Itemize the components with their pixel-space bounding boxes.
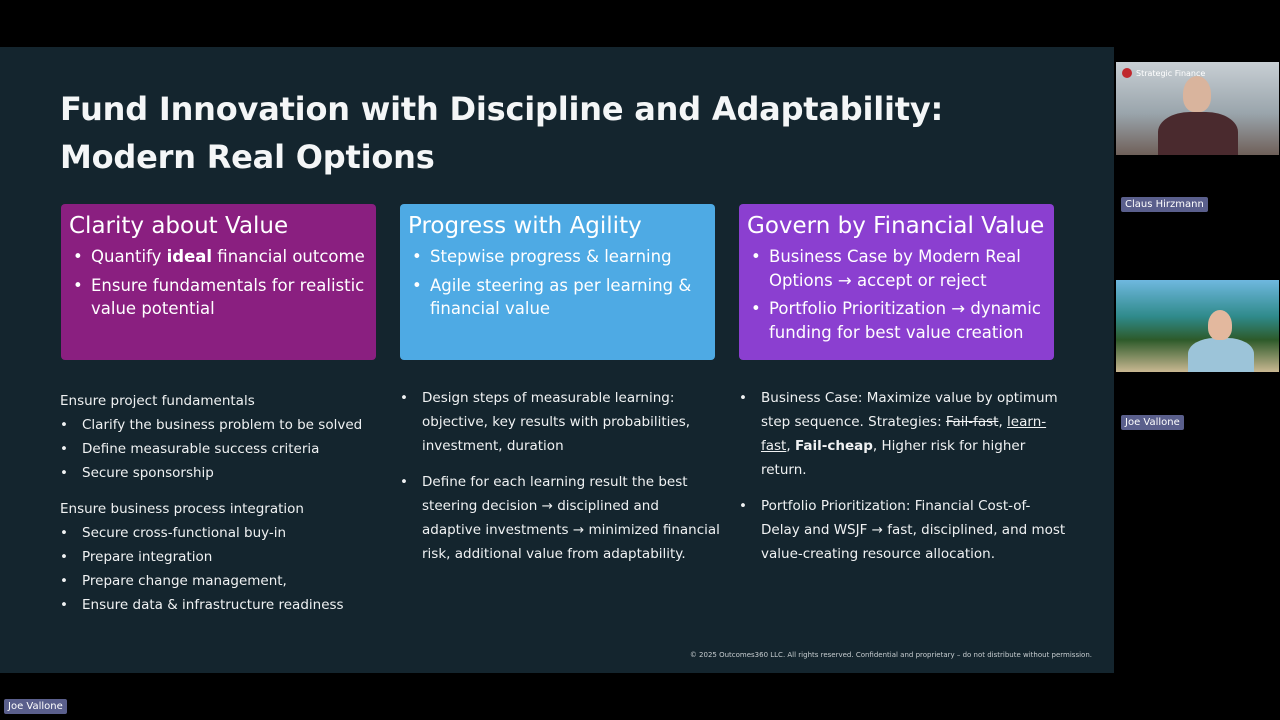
- slide-footer: © 2025 Outcomes360 LLC. All rights reserved. Confidential and proprietary – do not distribute without permission.: [689, 651, 1092, 659]
- list-item: • Business Case: Maximize value by optimum step sequence. Strategies: Fail-fast, learn-fast, Fail-cheap, Higher risk for higher return.: [739, 386, 1069, 482]
- list-item: • Prepare integration: [60, 545, 380, 569]
- video-tile-joe[interactable]: [1116, 280, 1279, 372]
- participant-name-label: Joe Vallone: [1121, 415, 1184, 430]
- card-heading: Progress with Agility: [408, 213, 642, 239]
- list-item: • Ensure data & infrastructure readiness: [60, 593, 380, 617]
- card-heading: Clarity about Value: [69, 213, 289, 239]
- card-bullet: • Stepwise progress & learning: [430, 245, 707, 269]
- group-heading: Ensure business process integration: [60, 501, 304, 517]
- list-item: • Clarify the business problem to be solved: [60, 413, 380, 437]
- financial-governance-column: [739, 386, 1069, 578]
- list-item: • Portfolio Prioritization: Financial Cost-of-Delay and WSJF → fast, disciplined, and most value-creating resource allocation.: [739, 494, 1069, 566]
- participant-head: [1183, 76, 1211, 112]
- video-tile-claus[interactable]: [1116, 62, 1279, 155]
- brand-icon: [1122, 68, 1132, 78]
- card-progress-with-agility: [400, 204, 715, 360]
- tile-brand-logo: [1122, 68, 1205, 78]
- list-item: • Prepare change management,: [60, 569, 380, 593]
- self-view-name-label: Joe Vallone: [4, 699, 67, 714]
- card-govern-by-financial-value: [739, 204, 1054, 360]
- list-item: • Design steps of measurable learning: objective, key results with probabilities, investment, duration: [400, 386, 720, 458]
- list-item: • Define measurable success criteria: [60, 437, 380, 461]
- list-item: • Define for each learning result the best steering decision → disciplined and adaptive investments → minimized financial risk, additional value from adaptability.: [400, 470, 720, 566]
- list-item: • Secure sponsorship: [60, 461, 380, 485]
- card-bullet: • Business Case by Modern Real Options → accept or reject: [769, 245, 1046, 292]
- list-item: • Secure cross-functional buy-in: [60, 521, 380, 545]
- slide-title: Fund Innovation with Discipline and Adaptability: Modern Real Options: [60, 90, 944, 176]
- participant-name-label: Claus Hirzmann: [1121, 197, 1208, 212]
- card-clarity-about-value: [61, 204, 376, 360]
- card-heading: Govern by Financial Value: [747, 213, 1045, 239]
- group-heading: Ensure project fundamentals: [60, 393, 255, 409]
- participant-head: [1208, 310, 1232, 340]
- brand-text: Strategic Finance: [1136, 68, 1206, 78]
- participant-body: [1158, 112, 1238, 155]
- presentation-slide: [0, 47, 1114, 673]
- participant-body: [1188, 338, 1254, 372]
- card-bullet: • Ensure fundamentals for realistic value potential: [91, 274, 368, 321]
- learning-steps-column: [400, 386, 720, 578]
- fundamentals-column: [60, 389, 380, 617]
- card-bullet: • Agile steering as per learning & financial value: [430, 274, 707, 321]
- card-bullet: • Portfolio Prioritization → dynamic funding for best value creation: [769, 297, 1046, 344]
- card-bullet: • Quantify ideal financial outcome: [91, 245, 368, 269]
